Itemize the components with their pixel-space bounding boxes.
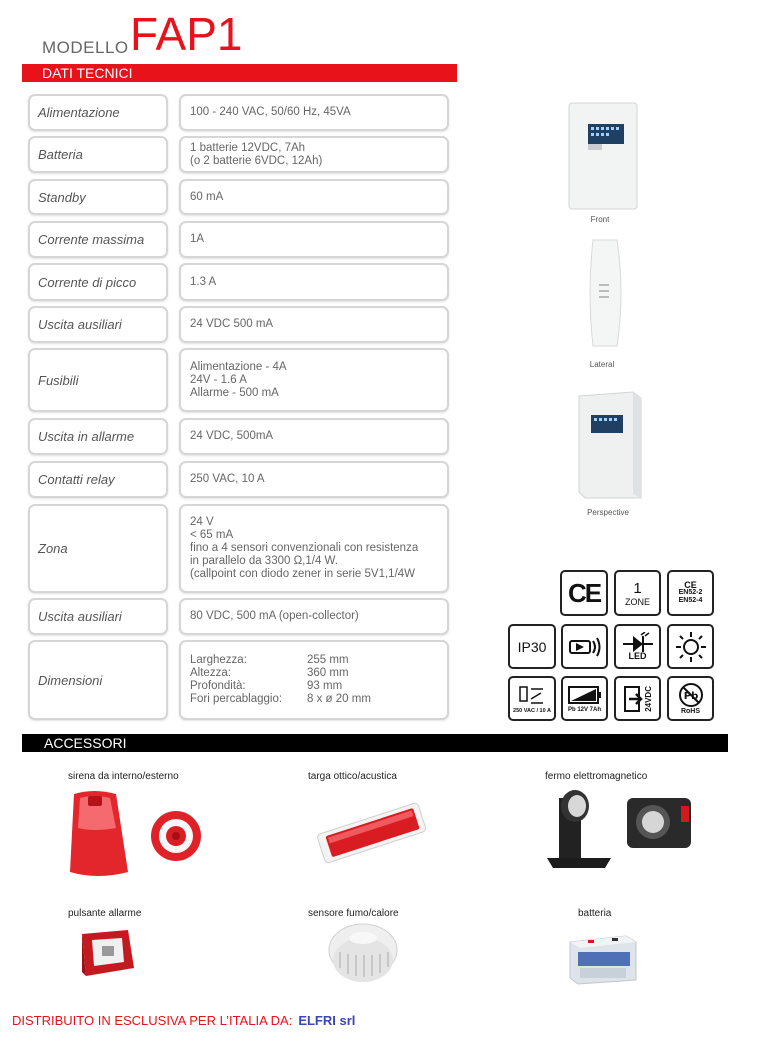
spec-label: Zona — [28, 504, 168, 593]
spec-value-line: fino a 4 sensori convenzionali con resistenza — [190, 542, 419, 554]
spec-label: Batteria — [28, 136, 168, 173]
spec-row — [28, 504, 450, 593]
lateral-view-photo — [585, 238, 630, 353]
distributor-text: DISTRIBUITO IN ESCLUSIVA PER L’ITALIA DA: — [12, 1013, 293, 1028]
distributor-brand: ELFRI srl — [298, 1013, 356, 1028]
spec-value-line: (o 2 batterie 6VDC, 12Ah) — [190, 154, 323, 167]
spec-label: Corrente di picco — [28, 263, 168, 301]
spec-row — [28, 306, 450, 343]
sounder-icon — [561, 624, 608, 669]
spec-value — [179, 179, 449, 215]
optical-acoustic-sign-photo — [314, 790, 428, 877]
spec-value-line: Allarme - 500 mA — [190, 386, 279, 399]
spec-row — [28, 179, 450, 215]
en54-certification-icon: CE EN52-2 EN52-4 — [667, 570, 714, 616]
spec-row — [28, 94, 450, 131]
spec-value-line: 24 V — [190, 516, 214, 528]
battery-photo — [566, 932, 638, 991]
rohs-icon: Pb RoHS — [667, 676, 714, 721]
spec-value-line: 24V - 1.6 A — [190, 373, 247, 386]
model-name: FAP1 — [130, 8, 243, 60]
spec-row — [28, 418, 450, 455]
spec-value-line: 100 - 240 VAC, 50/60 Hz, 45VA — [190, 106, 351, 118]
front-caption: Front — [590, 215, 610, 224]
dimension-value: 360 mm — [307, 667, 349, 679]
zone-icon: 1 ZONE — [614, 570, 661, 616]
spec-value — [179, 461, 449, 498]
spec-value-line: 250 VAC, 10 A — [190, 473, 265, 485]
spec-value-line: 1.3 A — [190, 275, 217, 288]
lateral-caption: Lateral — [589, 360, 615, 369]
accessory-title-sensore: sensore fumo/calore — [308, 908, 399, 919]
spec-label: Alimentazione — [28, 94, 168, 131]
spec-label: Contatti relay — [28, 461, 168, 498]
spec-value — [179, 640, 449, 720]
accessory-title-batteria: batteria — [578, 908, 612, 919]
spec-value-line: in parallelo da 3300 Ω,1/4 W. — [190, 555, 338, 567]
spec-value-line: < 65 mA — [190, 529, 234, 541]
perspective-caption: Perspective — [587, 508, 629, 517]
ce-mark-icon: CE — [560, 570, 608, 616]
spec-label: Uscita in allarme — [28, 418, 168, 455]
accessory-title-targa: targa ottico/acustica — [308, 771, 397, 782]
battery-icon: Pb 12V 7Ah — [561, 676, 608, 721]
spec-value — [179, 136, 449, 173]
dimension-key: Altezza: — [190, 667, 231, 679]
svg-text:Pb: Pb — [683, 690, 698, 702]
dimension-key: Larghezza: — [190, 654, 247, 666]
spec-label: Uscita ausiliari — [28, 306, 168, 343]
spec-value-line: 24 VDC 500 mA — [190, 318, 274, 330]
output-24vdc-icon: 24VDC — [614, 676, 661, 721]
spec-row — [28, 348, 450, 412]
spec-label: Standby — [28, 179, 168, 215]
front-view-photo — [568, 102, 638, 215]
spec-value — [179, 94, 449, 131]
call-point-photo — [78, 928, 136, 983]
dimension-key: Fori percablaggio: — [190, 693, 283, 705]
accessory-title-pulsante: pulsante allarme — [68, 908, 142, 919]
spec-row — [28, 263, 450, 301]
spec-value — [179, 418, 449, 455]
spec-row — [28, 136, 450, 173]
spec-row — [28, 640, 450, 720]
section-header-accessories: ACCESSORI — [22, 734, 728, 752]
modello-label: MODELLO — [42, 38, 129, 57]
spec-label: Dimensioni — [28, 640, 168, 720]
ip30-icon: IP30 — [508, 624, 556, 669]
dimensions-grid — [190, 654, 371, 706]
spec-value — [179, 263, 449, 301]
distributor-footer — [12, 1013, 355, 1028]
relay-icon: 250 VAC / 10 A — [508, 676, 556, 721]
smoke-detector-photo — [326, 920, 400, 991]
spec-value-line: Alimentazione - 4A — [190, 360, 287, 373]
spec-value-line: 24 VDC, 500mA — [190, 430, 274, 442]
spec-value-line: (callpoint con diodo zener in serie 5V1,1/4W — [190, 568, 416, 580]
spec-value — [179, 306, 449, 343]
dimension-value: 93 mm — [307, 680, 343, 692]
dimension-value: 255 mm — [307, 654, 349, 666]
electromagnetic-holder-photo — [545, 786, 695, 875]
spec-value — [179, 348, 449, 412]
spec-row — [28, 598, 450, 635]
spec-row — [28, 221, 450, 258]
spec-value-line: 60 mA — [190, 190, 224, 203]
dimension-value: 8 x ø 20 mm — [307, 693, 371, 705]
sun-icon — [667, 624, 714, 669]
perspective-view-photo — [575, 390, 647, 505]
spec-value — [179, 598, 449, 635]
accessory-title-sirena: sirena da interno/esterno — [68, 771, 179, 782]
spec-value-line: 80 VDC, 500 mA (open-collector) — [190, 610, 359, 622]
accessory-title-fermo: fermo elettromagnetico — [545, 771, 648, 782]
spec-label: Fusibili — [28, 348, 168, 412]
spec-value — [179, 221, 449, 258]
led-icon: LED — [614, 624, 661, 669]
spec-label: Corrente massima — [28, 221, 168, 258]
siren-photo — [58, 788, 208, 885]
spec-value-line: 1A — [190, 233, 205, 245]
spec-value-line: 1 batterie 12VDC, 7Ah — [190, 141, 306, 154]
spec-label: Uscita ausiliari — [28, 598, 168, 635]
spec-value — [179, 504, 449, 593]
dimension-key: Profondità: — [190, 680, 246, 692]
section-header-tech: DATI TECNICI — [22, 64, 457, 82]
spec-row — [28, 461, 450, 498]
